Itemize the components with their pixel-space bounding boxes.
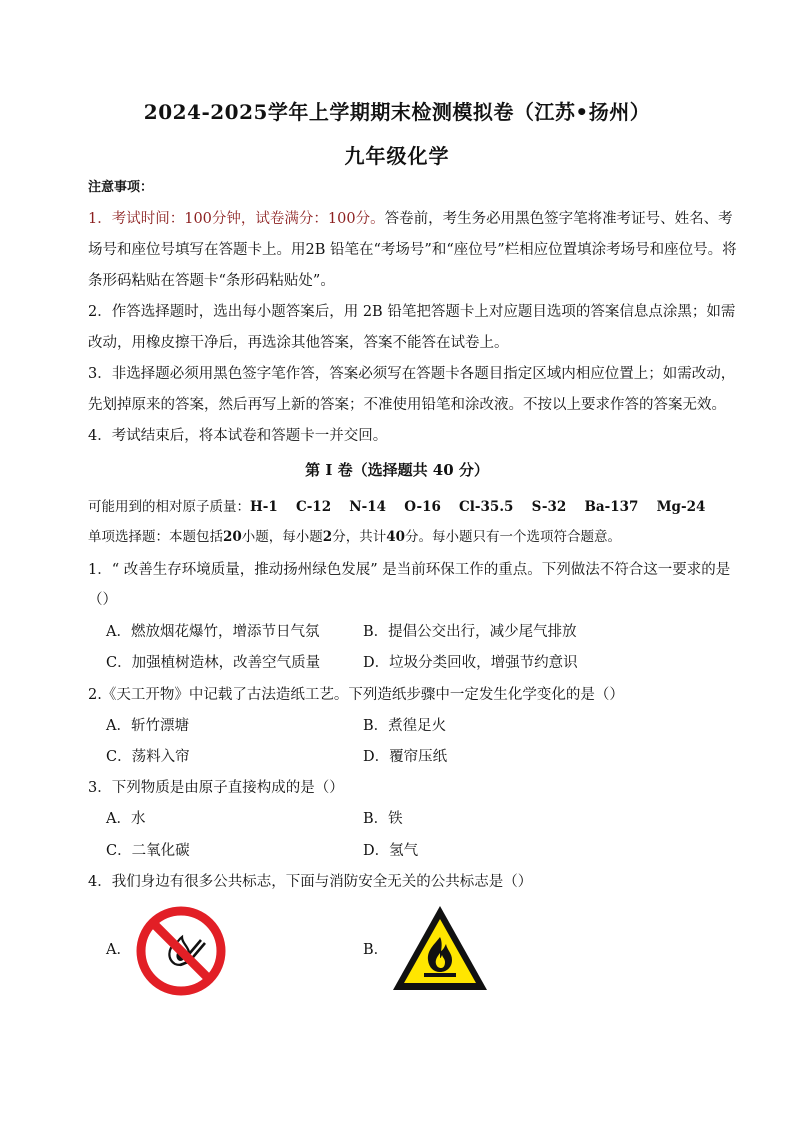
atomic-masses-label: 可能用到的相对原子质量：	[88, 499, 250, 515]
note-4: 4．考试结束后，将本试卷和答题卡一并交回。	[88, 428, 388, 444]
question-1-paren: （）	[88, 592, 117, 608]
section-instructions	[88, 527, 718, 547]
question-3-stem: 3．下列物质是由原子直接构成的是（）	[88, 780, 344, 796]
instr-count: 20	[223, 529, 242, 545]
q3-option-c: C．二氧化碳	[106, 843, 190, 859]
note-1-time: 1．考试时间：100分钟，试卷满分：100分。	[88, 211, 385, 227]
q3-option-d: D．氢气	[363, 843, 419, 859]
exam-subject: 九年级化学	[344, 144, 450, 168]
instr-points-each: 2	[322, 529, 333, 545]
note-1-line-1	[88, 209, 733, 229]
note-3-line-2: 先划掉原来的答案，然后再写上新的答案；不准使用铅笔和涂改液。不按以上要求作答的答案无效。	[88, 397, 726, 413]
q3-option-b: B．铁	[363, 811, 403, 827]
q1-option-c: C．加强植树造林，改善空气质量	[106, 655, 321, 671]
q1-option-b: B．提倡公交出行，减少尾气排放	[363, 624, 577, 640]
q4-option-b-label: B．	[363, 942, 389, 958]
q4-option-a-label: A．	[106, 942, 131, 958]
question-1-stem: 1．“ 改善生存环境质量，推动扬州绿色发展” 是当前环保工作的重点。下列做法不符合这一要求的是	[88, 562, 731, 578]
note-1-line-3: 条形码粘贴在答题卡“条形码粘贴处”。	[88, 273, 335, 289]
q2-option-d: D．覆帘压纸	[363, 749, 448, 765]
section-title: 第 I 卷（选择题共 40 分）	[305, 461, 489, 479]
instr-end: 分。每小题只有一个选项符合题意。	[405, 529, 621, 545]
no-fire-sign-icon	[135, 905, 227, 997]
exam-title: 2024-2025学年上学期期末检测模拟卷（江苏•扬州）	[143, 100, 651, 124]
q2-option-c: C．荡料入帘	[106, 749, 190, 765]
note-3-line-1: 3．非选择题必须用黑色签字笔作答，答案必须写在答题卡各题目指定区域内相应位置上；如需改动，	[88, 366, 736, 382]
note-2-line-2: 改动，用橡皮擦干净后，再选涂其他答案，答案不能答在试卷上。	[88, 335, 509, 351]
q1-option-d: D．垃圾分类回收，增强节约意识	[363, 655, 578, 671]
instr-points-total: 40	[386, 529, 405, 545]
q1-option-a: A．燃放烟花爆竹，增添节日气氛	[106, 624, 320, 640]
note-1-text: 答卷前，考生务必用黑色签字笔将准考证号、姓名、考	[384, 211, 733, 227]
q2-option-b: B．煮徨足火	[363, 718, 447, 734]
note-1-line-2: 场号和座位号填写在答题卡上。用2B 铅笔在“考场号”和“座位号”栏相应位置填涂考场号和座位号。将	[88, 242, 737, 258]
atomic-masses-values: H-1 C-12 N-14 O-16 Cl-35.5 S-32 Ba-137 Mg-24	[250, 499, 706, 515]
atomic-masses	[88, 497, 718, 517]
question-2-stem: 2.《天工开物》中记载了古法造纸工艺。下列造纸步骤中一定发生化学变化的是（）	[88, 687, 624, 703]
note-2-line-1: 2．作答选择题时，选出每小题答案后，用 2B 铅笔把答题卡上对应题目选项的答案信息点涂黑；如需	[88, 304, 736, 320]
q3-option-a: A．水	[106, 811, 146, 827]
instr-prefix: 单项选择题：本题包括	[88, 529, 223, 545]
flammable-warning-sign-icon	[390, 903, 490, 993]
question-4-stem: 4．我们身边有很多公共标志，下面与消防安全无关的公共标志是（）	[88, 874, 533, 890]
instr-mid-2: 分，共计	[332, 529, 387, 545]
notes-heading: 注意事项：	[88, 180, 154, 195]
instr-mid-1: 小题，每小题	[241, 529, 323, 545]
q2-option-a: A．斩竹漂塘	[106, 718, 189, 734]
